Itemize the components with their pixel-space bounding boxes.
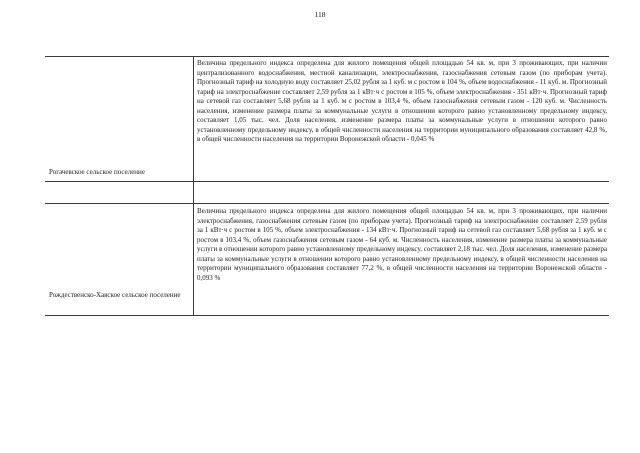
settlement-name: Рогачевское сельское поселение <box>49 168 145 176</box>
settlement-name: Рождественско-Хавское сельское поселение <box>49 291 181 299</box>
table-row <box>45 203 609 315</box>
tariff-index-table <box>45 56 609 316</box>
description-cell: Величина предельного индекса определена для жилого помещения общей площадью 54 кв. м, при 3 проживающих, при наличии электроснабжения, газоснабжения сетевым газом (по приборам учета). Прогнозный тариф на электроснабжение составляет 2,59 рубля за 1 кВт·ч с ростом в 105 %, объем электроснабжения - 134 кВт·ч. Прогнозный тариф на сетевой газ составляет 5,68 рубля за 1 куб. м с ростом в 103,4 %, объем газоснабжения сетевым газом - 64 куб. м. Численность населения, изменение размера платы за коммунальные услуги в отношении которого равно установленному предельному индексу, составляет 2,18 тыс. чел. Доля населения, изменение размера платы за коммунальные услуги в отношении которого равно установленному предельному индексу, в общей численности населения на территории муниципального образования составляет 77,2 %, в общей численности населения на территории Воронежской области - 0,093 % <box>197 207 607 282</box>
table-bottom-border <box>45 315 609 316</box>
table-row <box>45 56 609 181</box>
row-divider <box>45 181 609 182</box>
page-number: 118 <box>314 10 326 19</box>
description-cell: Величина предельного индекса определена для жилого помещения общей площадью 54 кв. м, при 3 проживающих, при наличии централизованного водоснабжения, местной канализации, электроснабжения, газоснабжения сетевым газом (по приборам учета). Прогнозный тариф на холодную воду составляет 25,02 рубля за 1 куб. м с ростом в 104 %, объем водоснабжения - 11 куб. м. Прогнозный тариф на электроснабжение составляет 2,59 рубля за 1 кВт·ч с ростом в 105 %, объем электроснабжения - 351 кВт·ч. Прогнозный тариф на сетевой газ составляет 5,68 рубля за 1 куб. м с ростом в 103,4 %, объем газоснабжения сетевым газом - 120 куб. м. Численность населения, изменение размера платы за коммунальные услуги в отношении которого равно установленному предельному индексу, составляет 1,05 тыс. чел. Доля населения, изменение размера платы за коммунальные услуги в отношении которого равно установленному предельному индексу, в общей численности населения на территории муниципального образования составляет 42,8 %, в общей численности населения на территории Воронежской области - 0,045 % <box>197 59 607 143</box>
